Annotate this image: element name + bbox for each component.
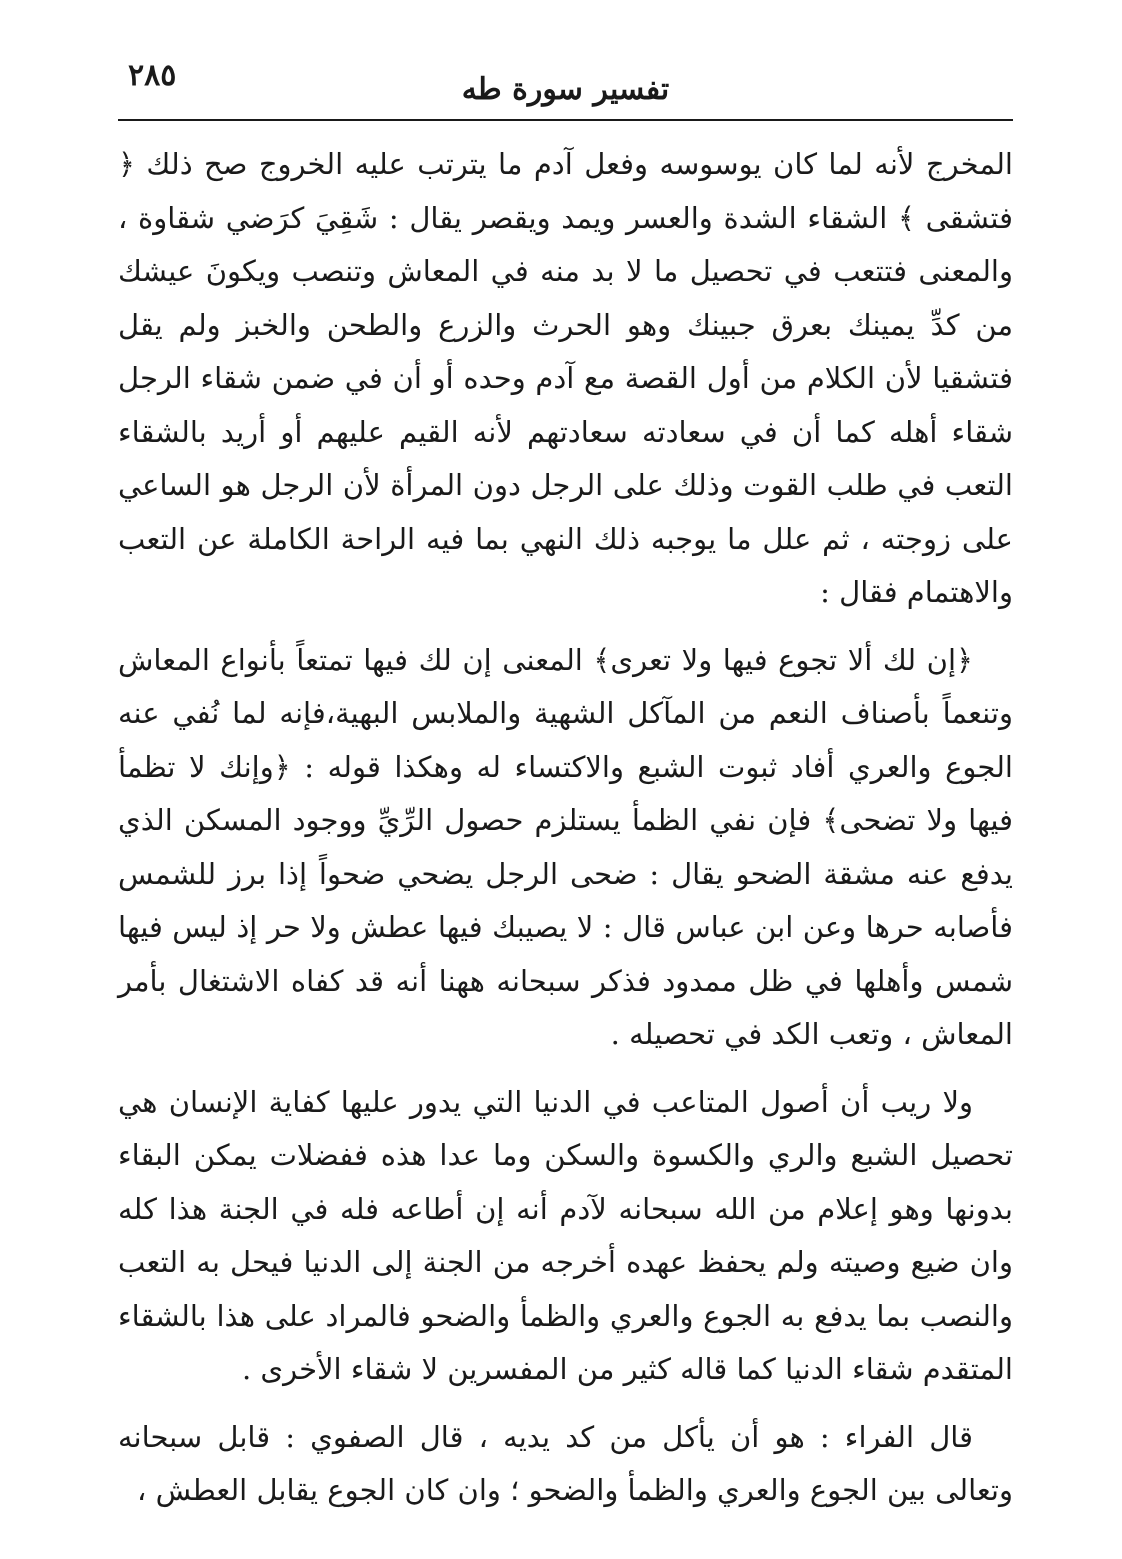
paragraph-3: ولا ريب أن أصول المتاعب في الدنيا التي يدور عليها كفاية الإنسان هي تحصيل الشبع والري والكسوة والسكن وما عدا هذه ففضلات يمكن البقاء بدونها وهو إعلام من الله سبحانه لآدم أنه إن أطاعه فله في الجنة هذا كله وان ضيع وصيته ولم يحفظ عهده أخرجه من الجنة إلى الدنيا فيحل به التعب والنصب بما يدفع به الجوع والعري والظمأ والضحو فالمراد على هذا بالشقاء المتقدم شقاء الدنيا كما قاله كثير من المفسرين لا شقاء الأخرى . [118,1084,1013,1386]
paragraph-2: ﴿إن لك ألا تجوع فيها ولا تعرى﴾ المعنى إن لك فيها تمتعاً بأنواع المعاش وتنعماً بأصناف النعم من المآكل الشهية والملابس البهية،فإنه لما نُفي عنه الجوع والعري أفاد ثبوت الشبع والاكتساء له وهكذا قوله : ﴿وإنك لا تظمأ فيها ولا تضحى﴾ فإن نفي الظمأ يستلزم حصول الرِّيِّ ووجود المسكن الذي يدفع عنه مشقة الضحو يقال : ضحى الرجل يضحي ضحواً إذا برز للشمس فأصابه حرها وعن ابن عباس قال : لا يصيبك فيها عطش ولا حر إذ ليس فيها شمس وأهلها في ظل ممدود فذكر سبحانه ههنا أنه قد كفاه الاشتغال بأمر المعاش ، وتعب الكد في تحصيله . [118,642,1013,1051]
header-rule [118,119,1013,121]
paragraph-4: قال الفراء : هو أن يأكل من كد يديه ، قال الصفوي : قابل سبحانه وتعالى بين الجوع والعري والظمأ والضحو ؛ وان كان الجوع يقابل العطش ، [118,1419,1013,1507]
page-header [118,58,1013,116]
running-title: تفسير سورة طه [461,72,670,107]
body-text [118,138,1013,1518]
page-number: ٢٨٥ [128,58,177,93]
paragraph-1: المخرج لأنه لما كان يوسوسه وفعل آدم ما يترتب عليه الخروج صح ذلك ﴿ فتشقى ﴾ الشقاء الشدة والعسر ويمد ويقصر يقال : شَقِيَ كرَضي شقاوة ، والمعنى فتتعب في تحصيل ما لا بد منه في المعاش وتنصب ويكونَ عيشك من كدِّ يمينك بعرق جبينك وهو الحرث والزرع والطحن والخبز ولم يقل فتشقيا لأن الكلام من أول القصة مع آدم وحده أو أن في ضمن شقاء الرجل شقاء أهله كما أن في سعادته سعادتهم لأنه القيم عليهم أو أريد بالشقاء التعب في طلب القوت وذلك على الرجل دون المرأة لأن الرجل هو الساعي على زوجته ، ثم علل ما يوجبه ذلك النهي بما فيه الراحة الكاملة عن التعب والاهتمام فقال : [118,147,1013,609]
